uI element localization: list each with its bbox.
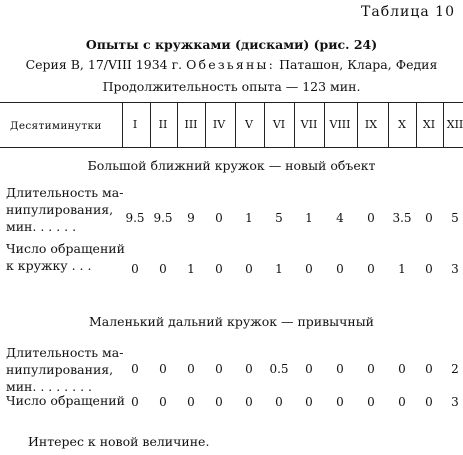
table-cell: 0 xyxy=(336,395,344,409)
section-heading: Большой ближний кружок — новый объект xyxy=(87,158,376,173)
table-cell: 0 xyxy=(398,362,406,376)
table-cell: 0 xyxy=(367,362,375,376)
table-cell: 0 xyxy=(425,211,433,225)
table-cell: 0.5 xyxy=(269,362,289,376)
table-cell: 0 xyxy=(367,211,375,225)
header-label: Десятиминутки xyxy=(10,120,102,132)
table-cell: 1 xyxy=(398,262,406,276)
table-cell: 0 xyxy=(159,395,167,409)
table-cell: 0 xyxy=(215,211,223,225)
table-number: Таблица 10 xyxy=(361,4,455,20)
table-cell: 1 xyxy=(187,262,195,276)
table-cell: 0 xyxy=(305,362,313,376)
section-heading: Маленький дальний кружок — привычный xyxy=(88,314,375,329)
column-header-10: X xyxy=(398,118,406,131)
column-header-2: II xyxy=(158,118,168,131)
table-cell: 0 xyxy=(305,262,313,276)
row-label: Число обращений xyxy=(6,393,125,408)
row-label: Число обращений к кружку . . . xyxy=(6,241,125,273)
table-cell: 0 xyxy=(187,395,195,409)
column-header-11: XI xyxy=(422,118,436,131)
table-cell: 5 xyxy=(451,211,459,225)
column-header-8: VIII xyxy=(329,118,351,131)
column-header-12: XII xyxy=(446,118,463,131)
header-bottom-rule xyxy=(0,147,463,148)
column-header-4: IV xyxy=(212,118,226,131)
table-cell: 0 xyxy=(131,262,139,276)
table-cell: 0 xyxy=(131,362,139,376)
header-top-rule xyxy=(0,102,463,103)
header-col-divider xyxy=(324,103,325,147)
table-cell: 0 xyxy=(425,362,433,376)
table-cell: 0 xyxy=(336,262,344,276)
table-cell: 0 xyxy=(215,362,223,376)
table-cell: 0 xyxy=(305,395,313,409)
table-cell: 9 xyxy=(187,211,195,225)
table-cell: 0 xyxy=(159,362,167,376)
table-cell: 0 xyxy=(159,262,167,276)
table-cell: 3 xyxy=(451,262,459,276)
table-cell: 0 xyxy=(425,395,433,409)
table-cell: 0 xyxy=(215,395,223,409)
table-cell: 0 xyxy=(275,395,283,409)
column-header-5: V xyxy=(245,118,253,131)
table-cell: 3 xyxy=(451,395,459,409)
table-cell: 0 xyxy=(245,395,253,409)
table-cell: 5 xyxy=(275,211,283,225)
table-cell: 0 xyxy=(367,262,375,276)
series-prefix: Серия В, 17/VIII 1934 г. xyxy=(25,57,183,72)
table-cell: 0 xyxy=(245,262,253,276)
table-cell: 0 xyxy=(187,362,195,376)
series-line xyxy=(0,57,463,72)
table-cell: 0 xyxy=(245,362,253,376)
table-cell: 0 xyxy=(131,395,139,409)
series-names: Паташон, Клара, Федия xyxy=(279,57,438,72)
table-cell: 0 xyxy=(336,362,344,376)
table-title: Опыты с кружками (дисками) (рис. 24) xyxy=(85,37,378,52)
table-cell: 0 xyxy=(215,262,223,276)
column-header-7: VII xyxy=(300,118,318,131)
row-label: Длительность ма- нипулирования, мин. . . . . . . . xyxy=(6,345,124,394)
note-text: Интерес к новой величине. xyxy=(28,434,210,449)
column-header-9: IX xyxy=(364,118,378,131)
table-cell: 9.5 xyxy=(153,211,173,225)
table-cell: 9.5 xyxy=(125,211,145,225)
table-cell: 3.5 xyxy=(392,211,412,225)
column-header-6: VI xyxy=(272,118,286,131)
column-header-1: I xyxy=(132,118,138,131)
series-spaced: Обезьяны: xyxy=(186,57,276,72)
table-cell: 1 xyxy=(275,262,283,276)
table-cell: 0 xyxy=(367,395,375,409)
table-cell: 0 xyxy=(425,262,433,276)
table-cell: 2 xyxy=(451,362,459,376)
duration-line: Продолжительность опыта — 123 мин. xyxy=(102,79,361,94)
column-header-3: III xyxy=(184,118,198,131)
table-cell: 1 xyxy=(245,211,253,225)
row-label: Длительность ма- нипулирования, мин. . . . . . xyxy=(6,185,124,234)
table-cell: 0 xyxy=(398,395,406,409)
table-cell: 4 xyxy=(336,211,344,225)
table-cell: 1 xyxy=(305,211,313,225)
